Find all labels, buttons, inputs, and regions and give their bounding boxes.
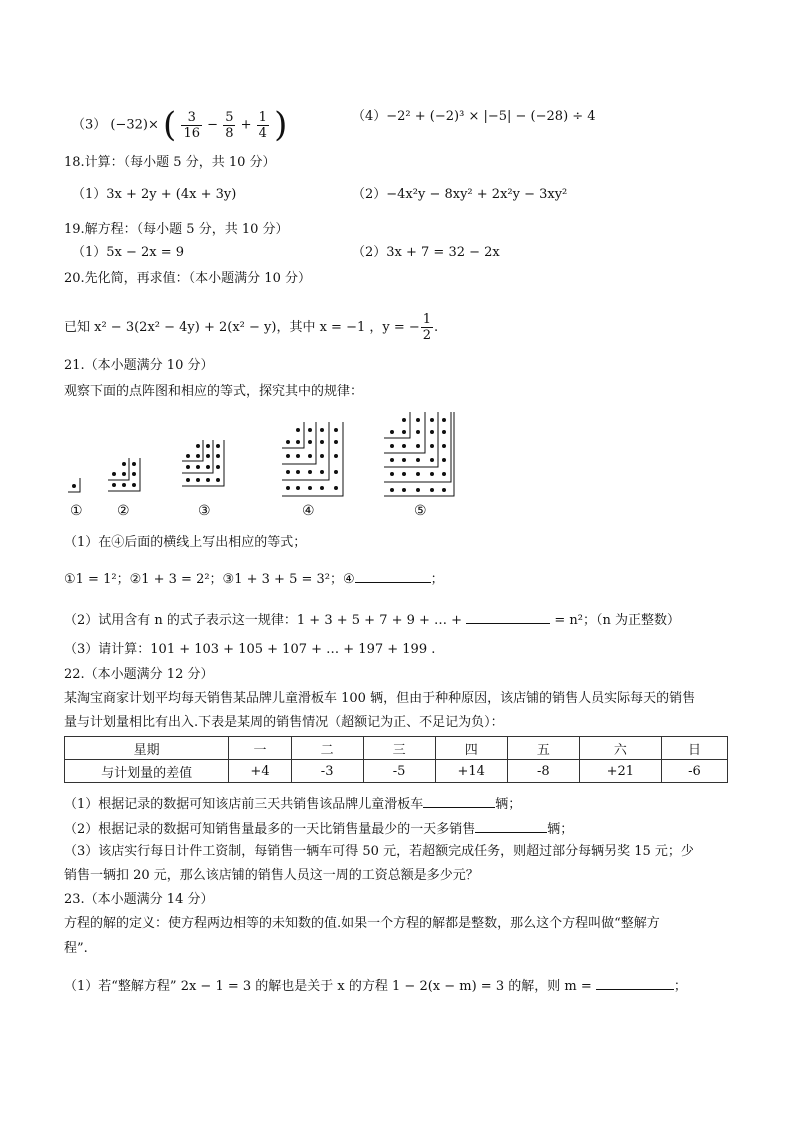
q21-intro: 观察下面的点阵图和相应的等式，探究其中的规律：: [64, 384, 364, 399]
answer-blank[interactable]: [355, 568, 431, 583]
table-cell: 日: [661, 737, 727, 760]
table-cell: -8: [507, 760, 579, 783]
q22-sub3a: （3）该店实行每日计件工资制，每销售一辆车可得 50 元，若超额完成任务，则超过部分每辆另奖 15 元；少: [64, 844, 694, 859]
answer-blank[interactable]: [466, 609, 550, 624]
q21-sub1: （1）在④后面的横线上写出相应的等式；: [64, 535, 307, 550]
table-cell: -5: [363, 760, 435, 783]
frac-num: 3: [181, 110, 202, 126]
plus-sign: +: [240, 117, 252, 133]
table-row: [65, 760, 728, 783]
table-cell: 与计划量的差值: [65, 760, 229, 783]
q19-item1: （1）5x − 2x = 9: [72, 245, 185, 260]
frac-3-16: [181, 110, 202, 141]
q22-title: 22.（本小题满分 12 分）: [64, 667, 214, 682]
q17-item3: [72, 105, 288, 145]
frac-den: 8: [225, 125, 234, 141]
q21-sub2-line: [64, 609, 680, 630]
q22-sub2-line: [64, 818, 573, 839]
q22-intro2: 量与计划量相比有出入.下表是某周的销售情况（超额记为正、不足记为负）：: [64, 715, 504, 730]
table-cell: 星期: [65, 737, 229, 760]
table-cell: +4: [229, 760, 291, 783]
q19-item2: （2）3x + 7 = 32 − 2x: [352, 245, 500, 260]
q17-item4: （4）−2² + (−2)³ × |−5| − (−28) ÷ 4: [352, 109, 596, 124]
table-cell: 一: [229, 737, 291, 760]
q23-def1: 方程的解的定义：使方程两边相等的未知数的值.如果一个方程的解都是整数，那么这个方程叫做“整解方: [64, 916, 660, 931]
fig-label-3: ③: [198, 503, 211, 519]
table-cell: +21: [579, 760, 661, 783]
table-header-row: [65, 737, 728, 760]
table-cell: 四: [435, 737, 507, 760]
q22-sub2-post: 辆；: [547, 822, 574, 837]
table-cell: 三: [363, 737, 435, 760]
frac-num: 1: [258, 109, 267, 125]
frac-1-2: [421, 312, 433, 343]
dot-array-1: [68, 478, 80, 492]
answer-blank[interactable]: [475, 818, 547, 833]
q21-sub3: （3）请计算：101 + 103 + 105 + 107 + … + 197 + 199 .: [64, 642, 436, 657]
dot-array-figures: [60, 410, 480, 500]
table-cell: -3: [291, 760, 363, 783]
q23-def2: 程”.: [64, 941, 88, 956]
q21-sub2-post: = n²；（n 为正整数）: [554, 613, 680, 628]
answer-blank[interactable]: [596, 975, 674, 990]
frac-den: 16: [183, 125, 200, 141]
q23-sub1-line: [64, 975, 687, 996]
frac-1-4: [257, 110, 269, 141]
q21-eqs-end: ；: [430, 572, 444, 587]
table-cell: 五: [507, 737, 579, 760]
fig-label-1: ①: [70, 503, 83, 519]
q20-title: 20.先化简，再求值：（本小题满分 10 分）: [64, 271, 311, 286]
dot-array-3: [182, 440, 224, 486]
dot-array-5: [384, 412, 454, 496]
table-cell: -6: [661, 760, 727, 783]
q21-eqs-line: [64, 568, 444, 589]
dot-array-4: [282, 422, 343, 496]
fig-label-2: ②: [117, 503, 130, 519]
q22-sub1-post: 辆；: [495, 797, 522, 812]
q22-sub1-line: [64, 793, 521, 814]
frac-5-8: [223, 110, 235, 141]
q23-sub1-post: ；: [673, 979, 687, 994]
table-cell: 六: [579, 737, 661, 760]
q21-sub2-pre: （2）试用含有 n 的式子表示这一规律：1 + 3 + 5 + 7 + 9 + … +: [64, 613, 463, 628]
q21-eqs: ①1 = 1²；②1 + 3 = 2²；③1 + 3 + 5 = 3²；④: [64, 572, 355, 587]
frac-den: 4: [258, 125, 267, 141]
q22-sub3b: 销售一辆扣 20 元，那么该店铺的销售人员这一周的工资总额是多少元？: [64, 868, 479, 883]
q20-expr-line: [64, 312, 438, 343]
left-paren: (: [163, 105, 177, 145]
q23-sub1-pre: （1）若“整解方程” 2x − 1 = 3 的解也是关于 x 的方程 1 − 2(x − m) = 3 的解，则 m =: [64, 979, 592, 994]
frac-num: 1: [422, 312, 432, 327]
q20-expr: 已知 x² − 3(2x² − 4y) + 2(x² − y)，其中 x = −1 ，y = −: [64, 320, 420, 335]
table-cell: +14: [435, 760, 507, 783]
q22-intro1: 某淘宝商家计划平均每天销售某品牌儿童滑板车 100 辆，但由于种种原因，该店铺的销售人员实际每天的销售: [64, 691, 696, 706]
q23-title: 23.（本小题满分 14 分）: [64, 892, 214, 907]
right-paren: ): [274, 105, 288, 145]
q22-sub2-pre: （2）根据记录的数据可知销售量最多的一天比销售量最少的一天多销售: [64, 822, 476, 837]
q19-title: 19.解方程：（每小题 5 分，共 10 分）: [64, 222, 289, 237]
frac-den: 2: [422, 328, 432, 343]
answer-blank[interactable]: [423, 793, 495, 808]
q17-item3-label: （3）: [72, 117, 107, 133]
q22-sub1-pre: （1）根据记录的数据可知该店前三天共销售该品牌儿童滑板车: [64, 797, 424, 812]
frac-num: 5: [225, 109, 234, 125]
q18-item1: （1）3x + 2y + (4x + 3y): [72, 187, 237, 202]
q20-tail: .: [434, 320, 439, 335]
fig-label-4: ④: [302, 503, 315, 519]
dot-array-2: [108, 458, 140, 491]
q21-title: 21.（本小题满分 10 分）: [64, 358, 214, 373]
minus-sign: −: [207, 117, 219, 133]
sales-table: [64, 736, 728, 783]
fig-label-5: ⑤: [414, 503, 427, 519]
q18-title: 18.计算：（每小题 5 分，共 10 分）: [64, 155, 276, 170]
table-cell: 二: [291, 737, 363, 760]
q18-item2: （2）−4x²y − 8xy² + 2x²y − 3xy²: [352, 187, 568, 202]
q17-item3-pre: (−32)×: [110, 117, 159, 133]
